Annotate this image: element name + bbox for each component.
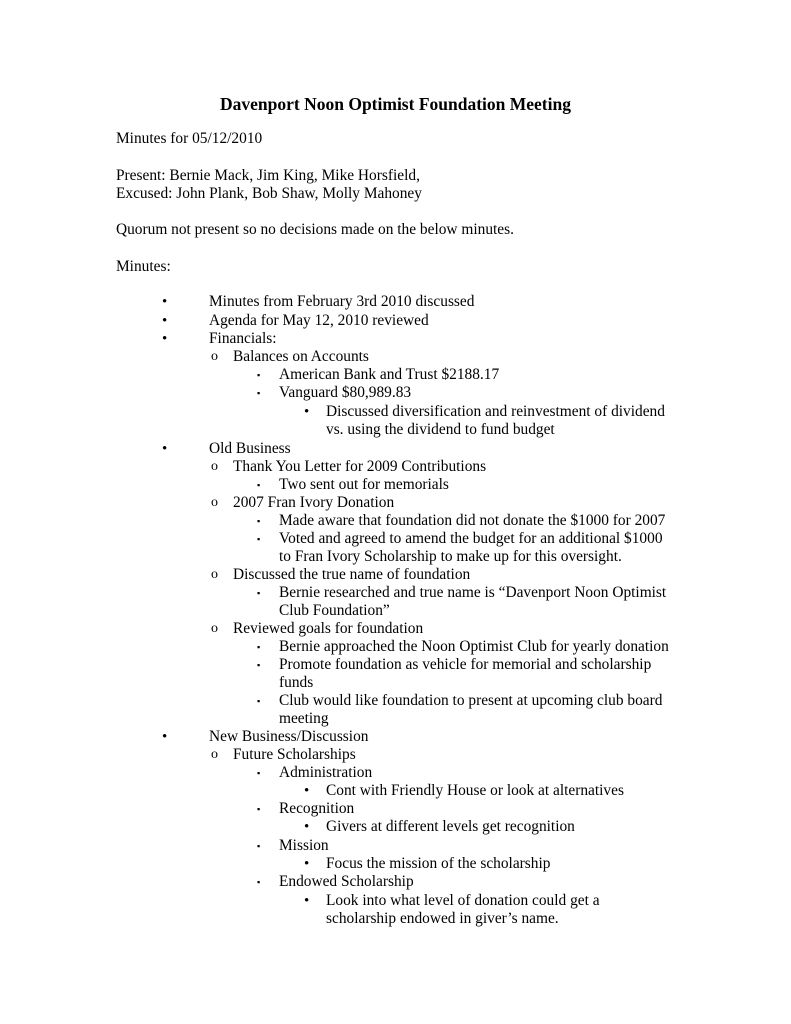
list-item-continuation: meeting — [279, 710, 329, 727]
excused-line: Excused: John Plank, Bob Shaw, Molly Mahoney — [116, 185, 422, 202]
list-item: Vanguard $80,989.83 — [279, 384, 412, 401]
quorum-note: Quorum not present so no decisions made on the below minutes. — [116, 221, 514, 238]
minutes-heading: Minutes: — [116, 258, 171, 275]
square-marker: ▪ — [257, 804, 261, 814]
list-item: 2007 Fran Ivory Donation — [233, 494, 395, 511]
bullet-marker: • — [304, 893, 310, 909]
bullet-marker: • — [162, 313, 168, 329]
list-item: Promote foundation as vehicle for memorial and scholarship — [279, 656, 652, 673]
list-item: Focus the mission of the scholarship — [326, 855, 551, 872]
list-item: Administration — [279, 764, 373, 781]
square-marker: ▪ — [257, 534, 261, 544]
bullet-marker: • — [304, 783, 310, 799]
list-item: Balances on Accounts — [233, 348, 369, 365]
square-marker: ▪ — [257, 696, 261, 706]
list-item: Voted and agreed to amend the budget for an additional $1000 — [279, 530, 663, 547]
minutes-date: Minutes for 05/12/2010 — [116, 130, 263, 147]
list-item: Future Scholarships — [233, 746, 356, 763]
list-item: Recognition — [279, 800, 355, 817]
bullet-marker: • — [162, 294, 168, 310]
circle-marker: o — [211, 567, 218, 582]
list-item: Discussed diversification and reinvestment of dividend — [326, 403, 665, 420]
list-item: Bernie approached the Noon Optimist Club for yearly donation — [279, 638, 669, 655]
list-item: Made aware that foundation did not donate the $1000 for 2007 — [279, 512, 666, 529]
circle-marker: o — [211, 459, 218, 474]
square-marker: ▪ — [257, 660, 261, 670]
list-item: Mission — [279, 837, 329, 854]
list-item: Reviewed goals for foundation — [233, 620, 424, 637]
list-item: Discussed the true name of foundation — [233, 566, 471, 583]
bullet-marker: • — [304, 819, 310, 835]
circle-marker: o — [211, 621, 218, 636]
bullet-marker: • — [304, 404, 310, 420]
square-marker: ▪ — [257, 480, 261, 490]
list-item: Old Business — [209, 440, 291, 457]
list-item: Cont with Friendly House or look at alternatives — [326, 782, 624, 799]
list-item: Club would like foundation to present at upcoming club board — [279, 692, 663, 709]
square-marker: ▪ — [257, 370, 261, 380]
circle-marker: o — [211, 349, 218, 364]
list-item-continuation: scholarship endowed in giver’s name. — [326, 910, 559, 927]
square-marker: ▪ — [257, 841, 261, 851]
list-item: American Bank and Trust $2188.17 — [279, 366, 500, 383]
list-item: Two sent out for memorials — [279, 476, 449, 493]
present-line: Present: Bernie Mack, Jim King, Mike Horsfield, — [116, 167, 420, 184]
circle-marker: o — [211, 495, 218, 510]
square-marker: ▪ — [257, 588, 261, 598]
bullet-marker: • — [162, 441, 168, 457]
list-item: Agenda for May 12, 2010 reviewed — [209, 312, 429, 329]
list-item-continuation: Club Foundation” — [279, 602, 390, 619]
list-item-continuation: vs. using the dividend to fund budget — [326, 421, 555, 438]
document-title: Davenport Noon Optimist Foundation Meeting — [220, 94, 571, 114]
list-item: Financials: — [209, 330, 277, 347]
list-item: Thank You Letter for 2009 Contributions — [233, 458, 487, 475]
square-marker: ▪ — [257, 388, 261, 398]
bullet-marker: • — [162, 729, 168, 745]
list-item: Givers at different levels get recognition — [326, 818, 575, 835]
square-marker: ▪ — [257, 877, 261, 887]
bullet-marker: • — [304, 856, 310, 872]
square-marker: ▪ — [257, 768, 261, 778]
list-item-continuation: to Fran Ivory Scholarship to make up for this oversight. — [279, 548, 622, 565]
list-item: New Business/Discussion — [209, 728, 369, 745]
list-item: Endowed Scholarship — [279, 873, 414, 890]
square-marker: ▪ — [257, 642, 261, 652]
bullet-marker: • — [162, 331, 168, 347]
list-item-continuation: funds — [279, 674, 314, 691]
list-item: Minutes from February 3rd 2010 discussed — [209, 293, 475, 310]
circle-marker: o — [211, 747, 218, 762]
square-marker: ▪ — [257, 516, 261, 526]
list-item: Bernie researched and true name is “Davenport Noon Optimist — [279, 584, 667, 601]
list-item: Look into what level of donation could get a — [326, 892, 600, 909]
